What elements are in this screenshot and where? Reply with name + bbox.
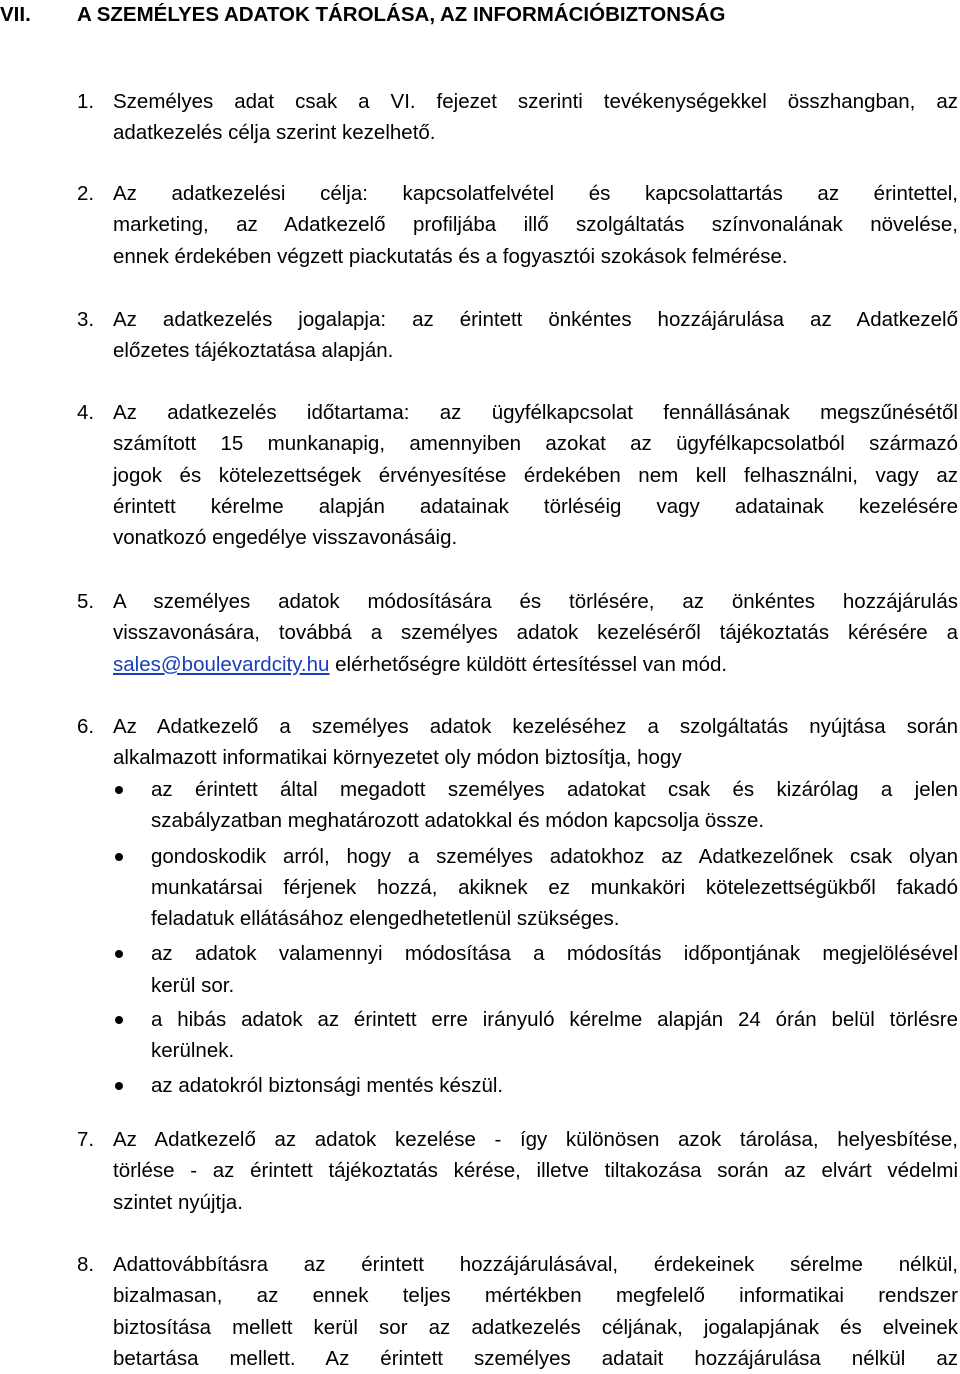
item-number: 2.	[77, 182, 95, 205]
item-number: 4.	[77, 401, 95, 424]
item-number: 3.	[77, 308, 95, 331]
item-line: marketing, az Adatkezelő profiljába illő szolgáltatás színvonalának növelése,	[113, 213, 958, 237]
item-text	[113, 304, 958, 367]
bullet-item	[0, 938, 960, 1001]
bullet-item	[0, 774, 960, 837]
item-line: A személyes adatok módosítására és törlésére, az önkéntes hozzájárulás	[113, 590, 958, 613]
bullet-line: gondoskodik arról, hogy a személyes adatokhoz az Adatkezelőnek csak olyan	[151, 844, 958, 868]
item-line: bizalmasan, az ennek teljes mértékben megfelelő informatikai rendszer	[113, 1284, 958, 1308]
item-line: Személyes adat csak a VI. fejezet szerinti tevékenységekkel összhangban, az	[113, 90, 958, 113]
item-line-tail: elérhetőségre küldött értesítéssel van mód.	[329, 652, 728, 676]
bullet-dot-icon	[115, 1082, 123, 1090]
item-number: 8.	[77, 1253, 95, 1276]
item-text	[113, 1124, 958, 1218]
email-link[interactable]: sales@boulevardcity.hu	[113, 652, 330, 676]
list-item-2	[0, 178, 960, 272]
item-line: Az adatkezelés időtartama: az ügyfélkapcsolat fennállásának megszűnésétől	[113, 401, 958, 424]
bullet-dot-icon	[115, 786, 123, 794]
item-line: alkalmazott informatikai környezetet oly módon biztosítja, hogy	[113, 746, 682, 770]
item-line: Az adatkezelési célja: kapcsolatfelvétel és kapcsolattartás az érintettel,	[113, 182, 958, 205]
list-item-1	[0, 86, 960, 149]
item-text	[113, 586, 958, 680]
item-line: jogok és kötelezettségek érvényesítése érdekében nem kell felhasználni, vagy az	[113, 463, 958, 487]
bullet-dot-icon	[115, 950, 123, 958]
item-text	[113, 397, 958, 553]
bullet-text	[151, 1004, 958, 1067]
item-line: érintett kérelme alapján adatainak törléséig vagy adatainak kezelésére	[113, 494, 958, 518]
item-line: Az adatkezelés jogalapja: az érintett önkéntes hozzájárulása az Adatkezelő	[113, 308, 958, 331]
bullet-line: feladatuk ellátásához elengedhetetlenül szükséges.	[151, 907, 620, 931]
item-line: számított 15 munkanapig, amennyiben azokat az ügyfélkapcsolatból származó	[113, 432, 958, 456]
item-line: Az Adatkezelő az adatok kezelése - így különösen azok tárolása, helyesbítése,	[113, 1128, 958, 1151]
list-item-4	[0, 397, 960, 553]
section-number: VII.	[0, 3, 31, 26]
bullet-text	[151, 774, 958, 837]
item-line: törlése - az érintett tájékoztatás kérése, illetve tiltakozása során az elvárt védelmi	[113, 1159, 958, 1183]
bullet-line: kerül sor.	[151, 973, 235, 997]
item-number: 6.	[77, 715, 95, 738]
item-text	[113, 86, 958, 149]
bullet-line: munkatársai férjenek hozzá, akiknek ez munkaköri kötelezettségükből fakadó	[151, 875, 958, 899]
bullet-list	[0, 774, 960, 1101]
item-line: Adattovábbításra az érintett hozzájárulásával, érdekeinek sérelme nélkül,	[113, 1253, 958, 1276]
bullet-line: szabályzatban meghatározott adatokkal és módon kapcsolja össze.	[151, 809, 765, 833]
bullet-item	[0, 1004, 960, 1067]
item-line: adatkezelés célja szerint kezelhető.	[113, 121, 436, 145]
item-line: vonatkozó engedélye visszavonásáig.	[113, 526, 458, 550]
bullet-line: az érintett által megadott személyes adatokat csak és kizárólag a jelen	[151, 778, 958, 801]
list-item-6	[0, 711, 960, 774]
item-line: betartása mellett. Az érintett személyes adatait hozzájárulása nélkül az	[113, 1346, 958, 1370]
item-text	[113, 178, 958, 272]
item-line-with-link	[113, 649, 958, 680]
item-line: visszavonására, továbbá a személyes adatok kezeléséről tájékoztatás kérésére a	[113, 621, 958, 645]
list-item-5	[0, 586, 960, 680]
list-item-7	[0, 1124, 960, 1218]
item-text	[113, 711, 958, 774]
item-line: ennek érdekében végzett piackutatás és a fogyasztói szokások felmérése.	[113, 244, 788, 268]
item-line: szintet nyújtja.	[113, 1190, 243, 1214]
bullet-text	[151, 1070, 958, 1101]
bullet-item	[0, 841, 960, 935]
item-text	[113, 1249, 958, 1374]
item-line: biztosítása mellett kerül sor az adatkezelés céljának, jogalapjának és elveinek	[113, 1315, 958, 1339]
item-line: Az Adatkezelő a személyes adatok kezeléséhez a szolgáltatás nyújtása során	[113, 715, 958, 738]
bullet-text	[151, 841, 958, 935]
bullet-text	[151, 938, 958, 1001]
item-number: 1.	[77, 90, 95, 113]
bullet-item	[0, 1070, 960, 1101]
item-number: 7.	[77, 1128, 95, 1151]
bullet-line: kerülnek.	[151, 1039, 235, 1063]
list-item-3	[0, 304, 960, 367]
list-item-8	[0, 1249, 960, 1374]
bullet-line: az adatok valamennyi módosítása a módosítás időpontjának megjelölésével	[151, 942, 958, 966]
bullet-dot-icon	[115, 853, 123, 861]
item-line: előzetes tájékoztatása alapján.	[113, 339, 394, 363]
bullet-dot-icon	[115, 1016, 123, 1024]
item-number: 5.	[77, 590, 95, 613]
bullet-line: a hibás adatok az érintett erre irányuló kérelme alapján 24 órán belül törlésre	[151, 1008, 958, 1032]
bullet-line: az adatokról biztonsági mentés készül.	[151, 1073, 504, 1097]
section-title: A SZEMÉLYES ADATOK TÁROLÁSA, AZ INFORMÁCIÓBIZTONSÁG	[77, 3, 726, 26]
